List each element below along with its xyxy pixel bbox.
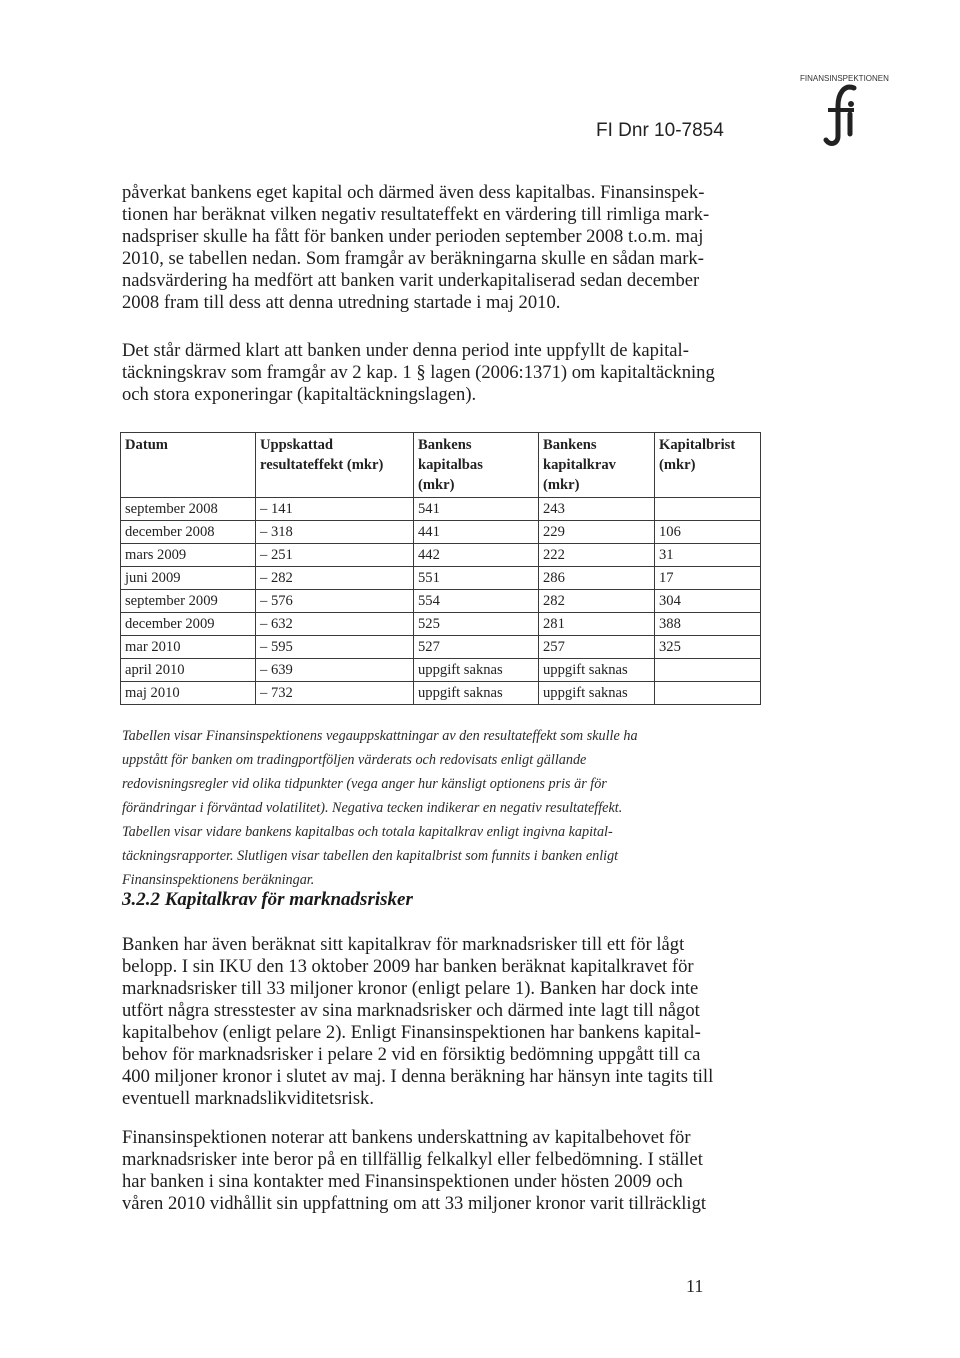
cell-kapitalkrav: 222 [539,544,655,567]
caption-line: Tabellen visar Finansinspektionens vegauppskattningar av den resultateffekt som skulle ha [122,728,638,744]
logo-ring-text: FINANSINSPEKTIONEN [800,74,889,83]
cell-kapitalbas: 525 [414,613,539,636]
cell-kapitalkrav: 286 [539,567,655,590]
cell-resultateffekt: – 595 [256,636,414,659]
cell-kapitalbas: 541 [414,498,539,521]
table-row [121,659,761,682]
capital-table [120,432,761,705]
caption-line: förändringar i förväntad volatilitet). Negativa tecken indikerar en negativ resultateffekt. [122,800,623,816]
table-row [121,590,761,613]
conclusion-paragraph [122,340,722,406]
text-line: våren 2010 vidhållit sin uppfattning om att 33 miljoner kronor varit tillräckligt [122,1193,707,1214]
table-caption [122,724,722,892]
cell-datum: mars 2009 [121,544,256,567]
header-resultateffekt: Uppskattad resultateffekt (mkr) [256,433,414,498]
text-line: nadspriser skulle ha fått för banken under perioden september 2008 t.o.m. maj [122,226,704,247]
table-row [121,613,761,636]
header-kapitalbas: Bankens kapitalbas (mkr) [414,433,539,498]
cell-kapitalbrist [655,659,761,682]
section-heading: 3.2.2 Kapitalkrav för marknadsrisker [122,889,413,910]
cell-datum: april 2010 [121,659,256,682]
intro-paragraph [122,182,722,314]
text-line: och stora exponeringar (kapitaltäckningslagen). [122,384,477,405]
cell-datum: mar 2010 [121,636,256,659]
section-paragraph-2 [122,1127,722,1215]
caption-line: Tabellen visar vidare bankens kapitalbas och totala kapitalkrav enligt ingivna kapital- [122,824,613,840]
capital-table-wrapper [120,432,761,705]
page-number: 11 [686,1276,704,1296]
cell-kapitalkrav: uppgift saknas [539,659,655,682]
table-row [121,544,761,567]
cell-datum: december 2009 [121,613,256,636]
finansinspektionen-logo [800,72,889,158]
cell-resultateffekt: – 576 [256,590,414,613]
cell-kapitalkrav: 257 [539,636,655,659]
cell-datum: maj 2010 [121,682,256,705]
cell-kapitalkrav: 243 [539,498,655,521]
caption-line: uppstått för banken om tradingportföljen värderats och redovisats enligt gällande [122,752,587,768]
table-row [121,498,761,521]
table-row [121,567,761,590]
text-line: Det står därmed klart att banken under denna period inte uppfyllt de kapital- [122,340,689,361]
text-line: har banken i sina kontakter med Finansinspektionen under hösten 2009 och [122,1171,683,1192]
caption-line: Finansinspektionens beräkningar. [122,872,315,888]
cell-kapitalbrist: 388 [655,613,761,636]
header-kapitalbrist: Kapitalbrist (mkr) [655,433,761,498]
cell-kapitalbrist [655,498,761,521]
cell-kapitalbas: uppgift saknas [414,659,539,682]
cell-kapitalbas: uppgift saknas [414,682,539,705]
cell-resultateffekt: – 732 [256,682,414,705]
cell-kapitalbas: 527 [414,636,539,659]
cell-resultateffekt: – 282 [256,567,414,590]
text-line: utfört några stresstester av sina marknadsrisker och därmed inte lagt till något [122,1000,700,1021]
text-line: behov för marknadsrisker i pelare 2 vid en försiktig bedömning uppgått till ca [122,1044,701,1065]
table-row [121,636,761,659]
cell-datum: december 2008 [121,521,256,544]
text-line: täckningskrav som framgår av 2 kap. 1 § lagen (2006:1371) om kapitaltäckning [122,362,715,383]
document-reference: FI Dnr 10-7854 [596,120,724,141]
cell-datum: september 2009 [121,590,256,613]
cell-kapitalkrav: uppgift saknas [539,682,655,705]
text-line: påverkat bankens eget kapital och därmed även dess kapitalbas. Finansinspek- [122,182,705,203]
cell-resultateffekt: – 318 [256,521,414,544]
text-line: marknadsrisker inte beror på en tillfällig felkalkyl eller felbedömning. I stället [122,1149,703,1170]
cell-resultateffekt: – 251 [256,544,414,567]
cell-kapitalkrav: 282 [539,590,655,613]
caption-line: redovisningsregler vid olika tidpunkter (vega anger hur känsligt optionens pris är för [122,776,607,792]
cell-resultateffekt: – 632 [256,613,414,636]
cell-kapitalkrav: 229 [539,521,655,544]
cell-datum: september 2008 [121,498,256,521]
text-line: Banken har även beräknat sitt kapitalkrav för marknadsrisker till ett för lågt [122,934,685,955]
cell-kapitalkrav: 281 [539,613,655,636]
text-line: marknadsrisker till 33 miljoner kronor (enligt pelare 1). Banken har dock inte [122,978,699,999]
cell-kapitalbas: 441 [414,521,539,544]
section-paragraph-1 [122,934,722,1110]
cell-resultateffekt: – 639 [256,659,414,682]
header-kapitalkrav: Bankens kapitalkrav (mkr) [539,433,655,498]
text-line: Finansinspektionen noterar att bankens underskattning av kapitalbehovet för [122,1127,691,1148]
cell-datum: juni 2009 [121,567,256,590]
cell-kapitalbrist: 31 [655,544,761,567]
text-line: kapitalbehov (enligt pelare 2). Enligt Finansinspektionen har bankens kapital- [122,1022,701,1043]
text-line: nadsvärdering ha medfört att banken varit underkapitaliserad sedan december [122,270,700,291]
cell-kapitalbrist: 325 [655,636,761,659]
text-line: 400 miljoner kronor i slutet av maj. I denna beräkning har hänsyn inte tagits till [122,1066,714,1087]
text-line: 2010, se tabellen nedan. Som framgår av beräkningarna skulle en sådan mark- [122,248,704,269]
text-line: eventuell marknadslikviditetsrisk. [122,1088,374,1109]
text-line: belopp. I sin IKU den 13 oktober 2009 har banken beräknat kapitalkravet för [122,956,694,977]
table-row [121,682,761,705]
cell-kapitalbas: 551 [414,567,539,590]
cell-kapitalbrist: 304 [655,590,761,613]
cell-kapitalbrist: 17 [655,567,761,590]
header-datum: Datum [121,433,256,498]
table-header-row [121,433,761,498]
cell-resultateffekt: – 141 [256,498,414,521]
cell-kapitalbrist: 106 [655,521,761,544]
text-line: tionen har beräknat vilken negativ resultateffekt en värdering till rimliga mark- [122,204,710,225]
text-line: 2008 fram till dess att denna utredning startade i maj 2010. [122,292,561,313]
table-row [121,521,761,544]
cell-kapitalbas: 442 [414,544,539,567]
cell-kapitalbas: 554 [414,590,539,613]
caption-line: täckningsrapporter. Slutligen visar tabellen den kapitalbrist som funnits i banken enligt [122,848,619,864]
cell-kapitalbrist [655,682,761,705]
